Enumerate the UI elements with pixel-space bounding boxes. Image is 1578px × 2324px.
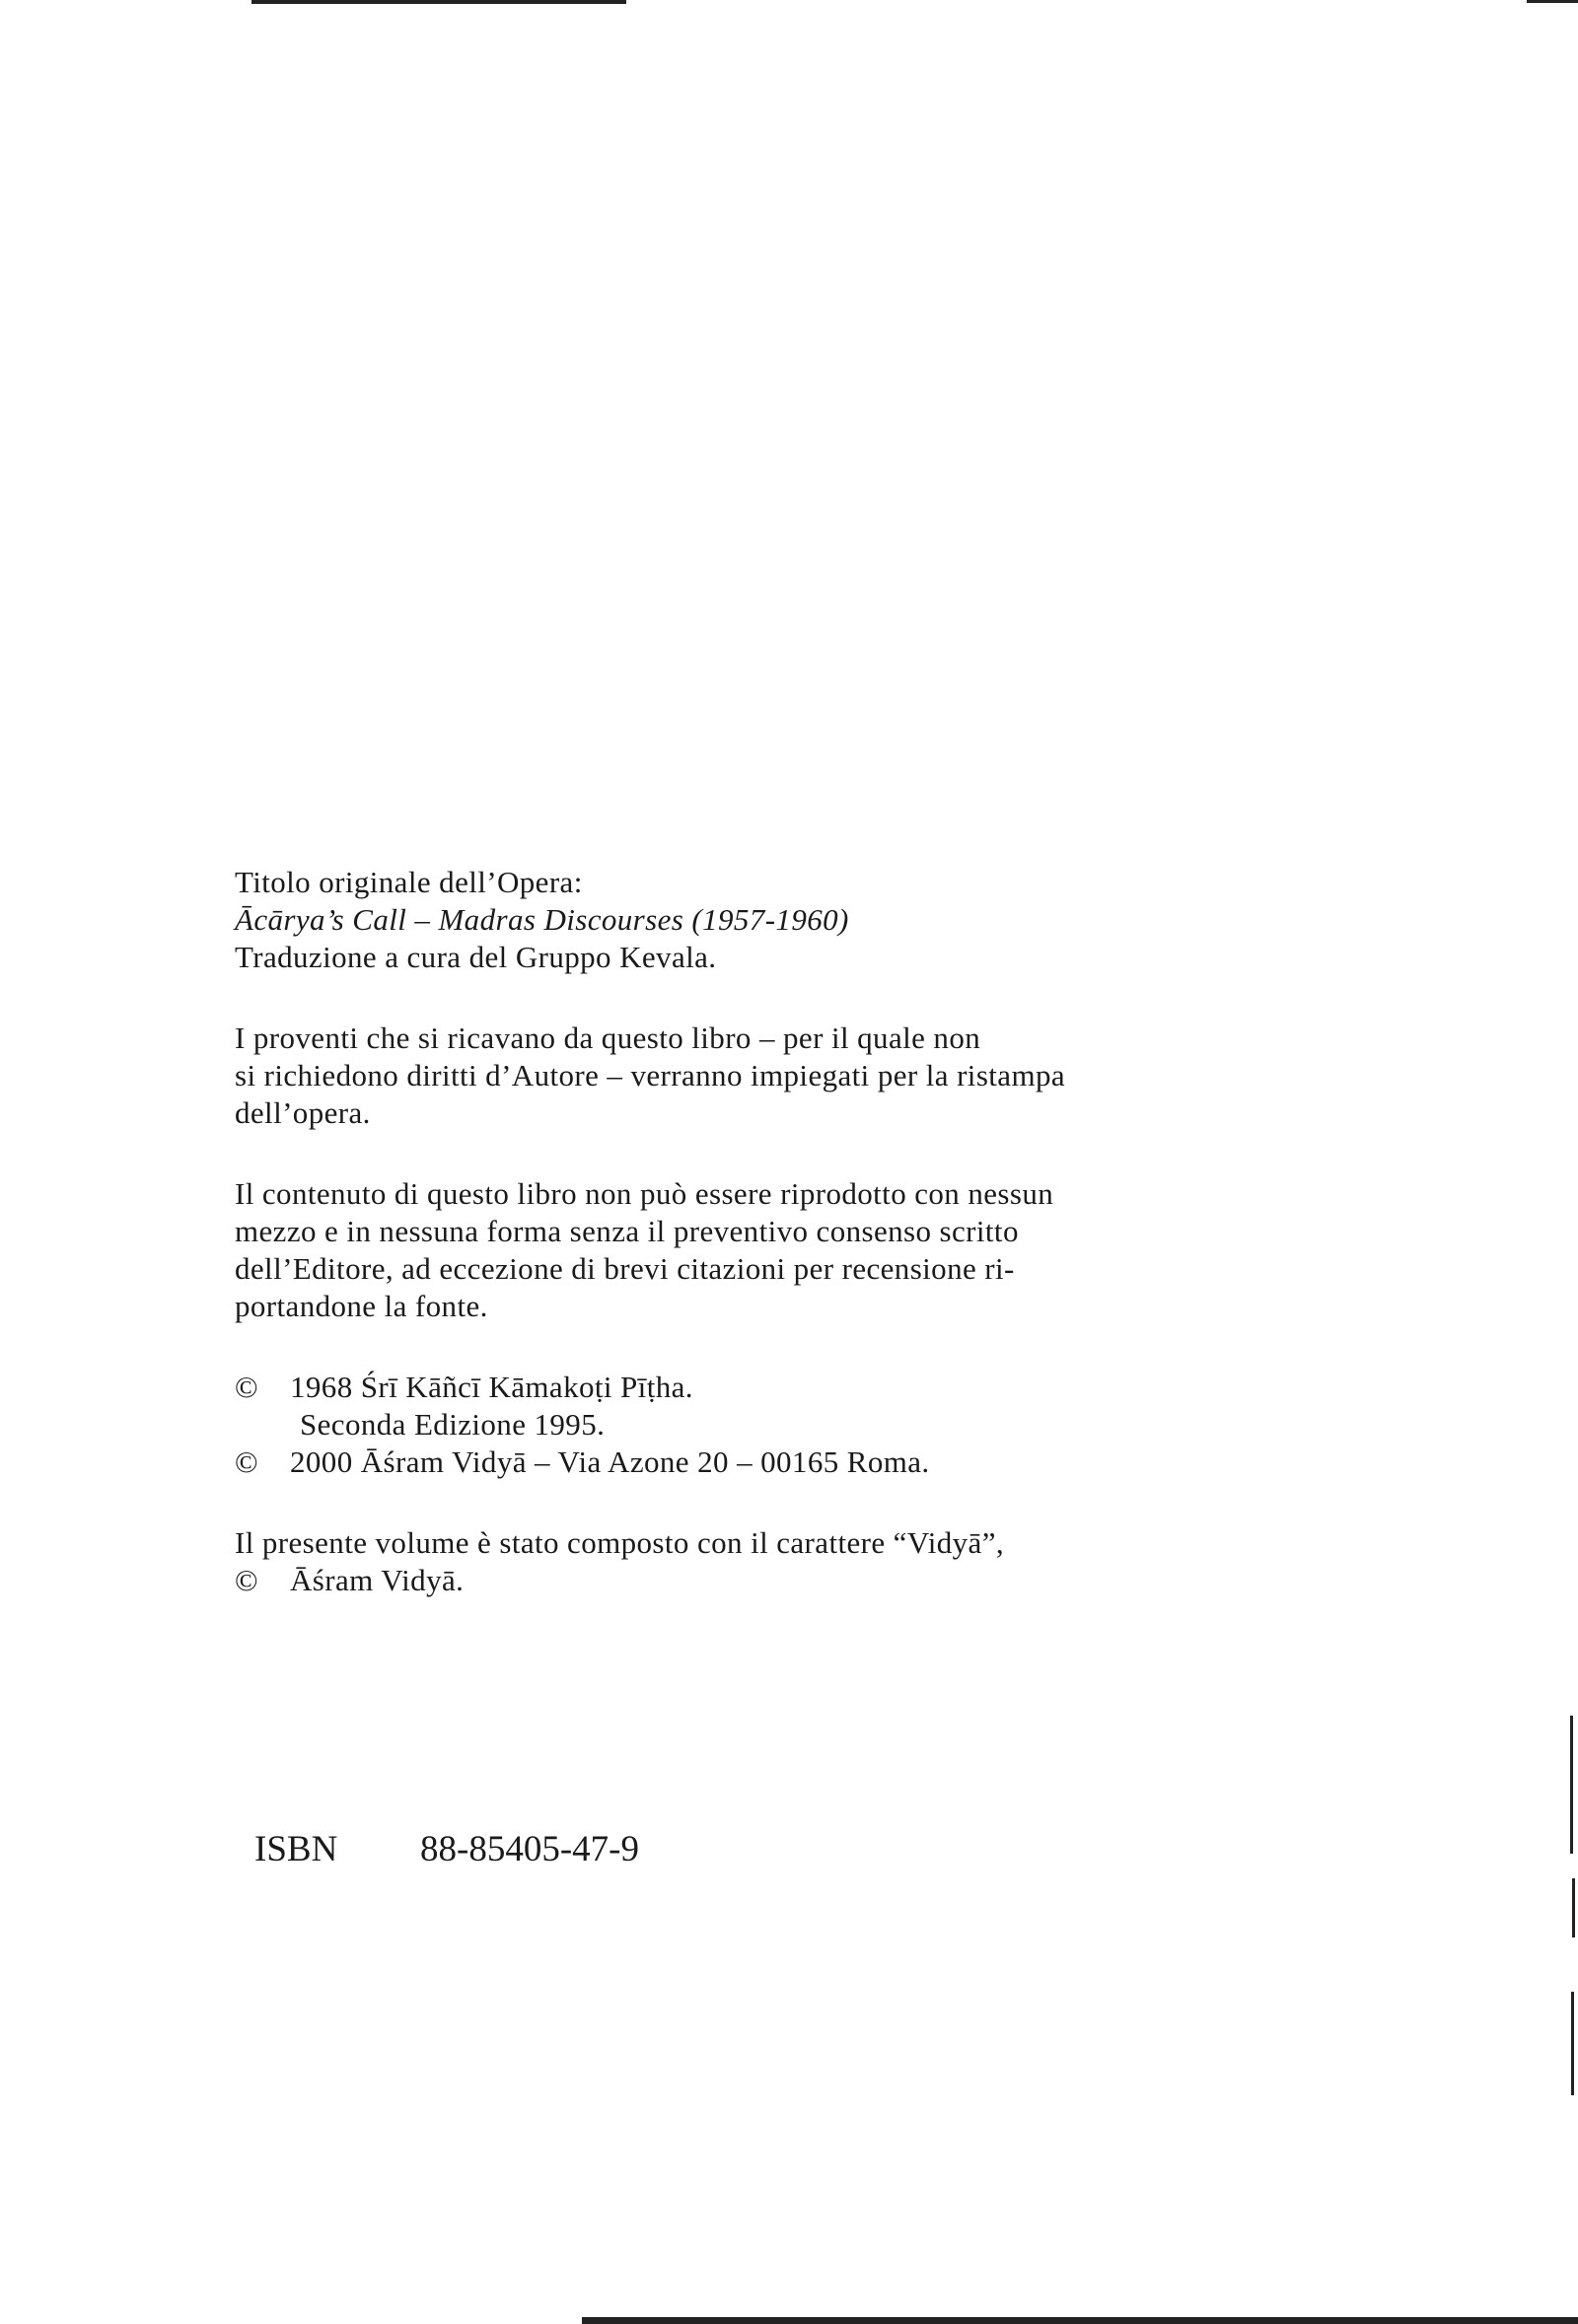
rights-line: Il contenuto di questo libro non può essere riprodotto con nessun	[235, 1176, 1054, 1211]
copyright-row	[235, 1562, 1201, 1599]
scan-edge-mark	[1572, 1878, 1575, 1937]
isbn-label: ISBN	[254, 1829, 338, 1869]
copyright-symbol: ©	[235, 1370, 258, 1404]
copyright-block	[235, 1369, 1201, 1481]
colophon	[235, 864, 1201, 1643]
proceeds-notice	[235, 1020, 1201, 1132]
copyright-second: 2000 Āśram Vidyā – Via Azone 20 – 00165 Roma.	[290, 1444, 930, 1479]
original-title-block	[235, 864, 1201, 976]
original-title-label: Titolo originale dell’Opera:	[235, 865, 583, 899]
rights-line: mezzo e in nessuna forma senza il preventivo consenso scritto	[235, 1214, 1019, 1248]
scan-edge-mark	[251, 0, 626, 4]
isbn-number: 88-85405-47-9	[420, 1829, 639, 1869]
proceeds-line: dell’opera.	[235, 1095, 371, 1130]
scan-edge-mark	[1527, 0, 1578, 3]
isbn	[254, 1828, 639, 1871]
proceeds-line: I proventi che si ricavano da questo libro – per il quale non	[235, 1021, 981, 1055]
scan-edge-mark	[1571, 1992, 1574, 2095]
original-title: Ācārya’s Call – Madras Discourses (1957-1960)	[235, 902, 849, 937]
copyright-symbol: ©	[235, 1563, 258, 1597]
copyright-symbol: ©	[235, 1444, 258, 1479]
proceeds-line: si richiedono diritti d’Autore – verranno impiegati per la ristampa	[235, 1058, 1066, 1092]
font-notice	[235, 1524, 1201, 1599]
rights-line: portandone la fonte.	[235, 1289, 488, 1323]
scan-edge-mark	[1570, 1716, 1573, 1854]
edition-note: Seconda Edizione 1995.	[300, 1407, 606, 1442]
copyright-row	[235, 1369, 1201, 1406]
font-notice-owner: Āśram Vidyā.	[290, 1563, 465, 1597]
font-notice-line: Il presente volume è stato composto con il carattere “Vidyā”,	[235, 1525, 1005, 1560]
scan-edge-mark	[582, 2317, 1578, 2324]
rights-line: dell’Editore, ad eccezione di brevi citazioni per recensione ri-	[235, 1251, 1015, 1286]
copyright-row	[235, 1444, 1201, 1481]
rights-notice	[235, 1175, 1201, 1325]
translation-credit: Traduzione a cura del Gruppo Kevala.	[235, 940, 717, 974]
copyright-first: 1968 Śrī Kāñcī Kāmakoṭi Pīṭha.	[290, 1370, 693, 1404]
